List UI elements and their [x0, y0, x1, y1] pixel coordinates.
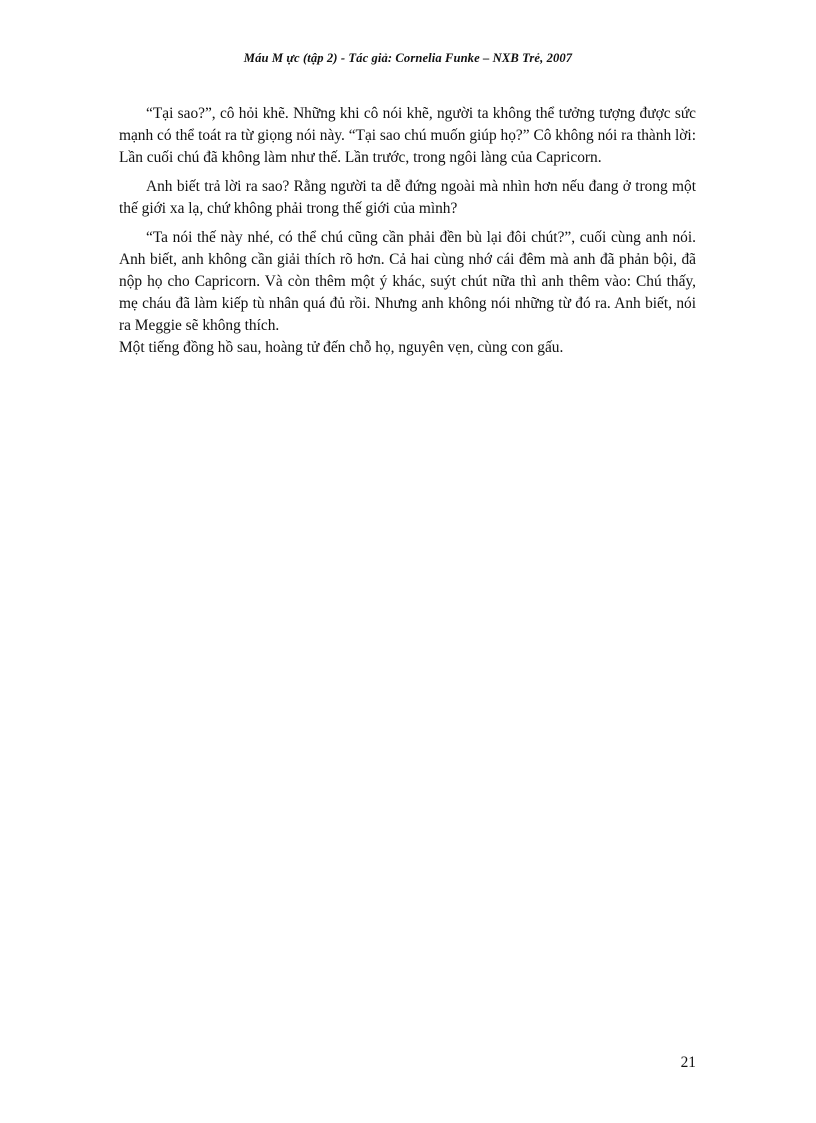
- paragraph-4: Một tiếng đồng hồ sau, hoàng tử đến chỗ họ, nguyên vẹn, cùng con gấu.: [119, 339, 564, 356]
- paragraph-1: “Tại sao?”, cô hỏi khẽ. Những khi cô nói khẽ, người ta không thể tưởng tượng được sức mạnh có thể toát ra từ giọng nói này. “Tại sao chú muốn giúp họ?” Cô không nói ra thành lời: Lần cuối chú đã không làm như thế. Lần trước, trong ngôi làng của Capricorn.: [119, 105, 696, 166]
- paragraph-2: Anh biết trả lời ra sao? Rằng người ta dễ đứng ngoài mà nhìn hơn nếu đang ở trong một thế giới xa lạ, chứ không phải trong thế giới của mình?: [119, 178, 696, 217]
- document-body: [119, 103, 696, 366]
- page-number: 21: [680, 1054, 696, 1071]
- paragraph-3: “Ta nói thế này nhé, có thể chú cũng cần phải đền bù lại đôi chút?”, cuối cùng anh nói. Anh biết, anh không cần giải thích rõ hơn. Cả hai cùng nhớ cái đêm mà anh đã phản bội, đã nộp họ cho Capricorn. Và còn thêm một ý khác, suýt chút nữa thì anh thêm vào: Chú thấy, mẹ cháu đã làm kiếp tù nhân quá đủ rồi. Nhưng anh không nói những từ đó ra. Anh biết, nói ra Meggie sẽ không thích.: [119, 229, 696, 334]
- running-header: Máu M ực (tập 2) - Tác giả: Cornelia Funke – NXB Trẻ, 2007: [243, 51, 573, 65]
